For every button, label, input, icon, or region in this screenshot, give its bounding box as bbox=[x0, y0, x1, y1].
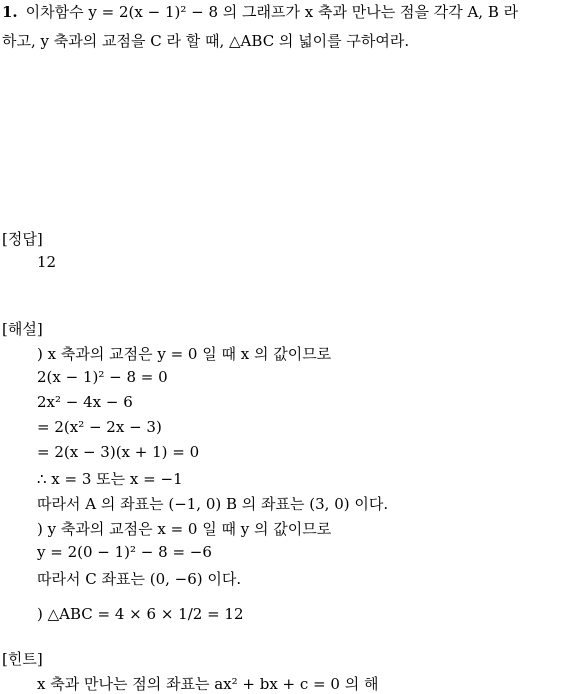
explanation-line: ) x 축과의 교점은 y = 0 일 때 x 의 값이므로 bbox=[37, 345, 332, 363]
question-text-1: 이차함수 y = 2(x − 1)² − 8 의 그래프가 x 축과 만나는 점을 각각 A, B 라 bbox=[25, 3, 519, 21]
explanation-line: = 2(x² − 2x − 3) bbox=[37, 418, 162, 436]
explanation-line: ∴ x = 3 또는 x = −1 bbox=[37, 470, 183, 488]
explanation-line: 2(x − 1)² − 8 = 0 bbox=[37, 368, 168, 386]
explanation-line: ) y 축과의 교점은 x = 0 일 때 y 의 값이므로 bbox=[37, 520, 332, 538]
explanation-label: [해설] bbox=[2, 320, 43, 338]
explanation-line: 2x² − 4x − 6 bbox=[37, 393, 133, 411]
hint-text: x 축과 만나는 점의 좌표는 ax² + bx + c = 0 의 해 bbox=[37, 675, 379, 693]
answer-label: [정답] bbox=[2, 230, 43, 248]
question-line-1 bbox=[2, 1, 518, 22]
question-line-2: 하고, y 축과의 교점을 C 라 할 때, △ABC 의 넓이를 구하여라. bbox=[2, 32, 410, 50]
question-number: 1. bbox=[2, 3, 18, 21]
answer-value: 12 bbox=[37, 253, 57, 271]
explanation-line: ) △ABC = 4 × 6 × 1/2 = 12 bbox=[37, 605, 244, 623]
explanation-line: y = 2(0 − 1)² − 8 = −6 bbox=[37, 543, 212, 561]
hint-label: [힌트] bbox=[2, 650, 43, 668]
explanation-line: 따라서 A 의 좌표는 (−1, 0) B 의 좌표는 (3, 0) 이다. bbox=[37, 495, 389, 513]
explanation-line: = 2(x − 3)(x + 1) = 0 bbox=[37, 443, 200, 461]
explanation-line: 따라서 C 좌표는 (0, −6) 이다. bbox=[37, 570, 242, 588]
